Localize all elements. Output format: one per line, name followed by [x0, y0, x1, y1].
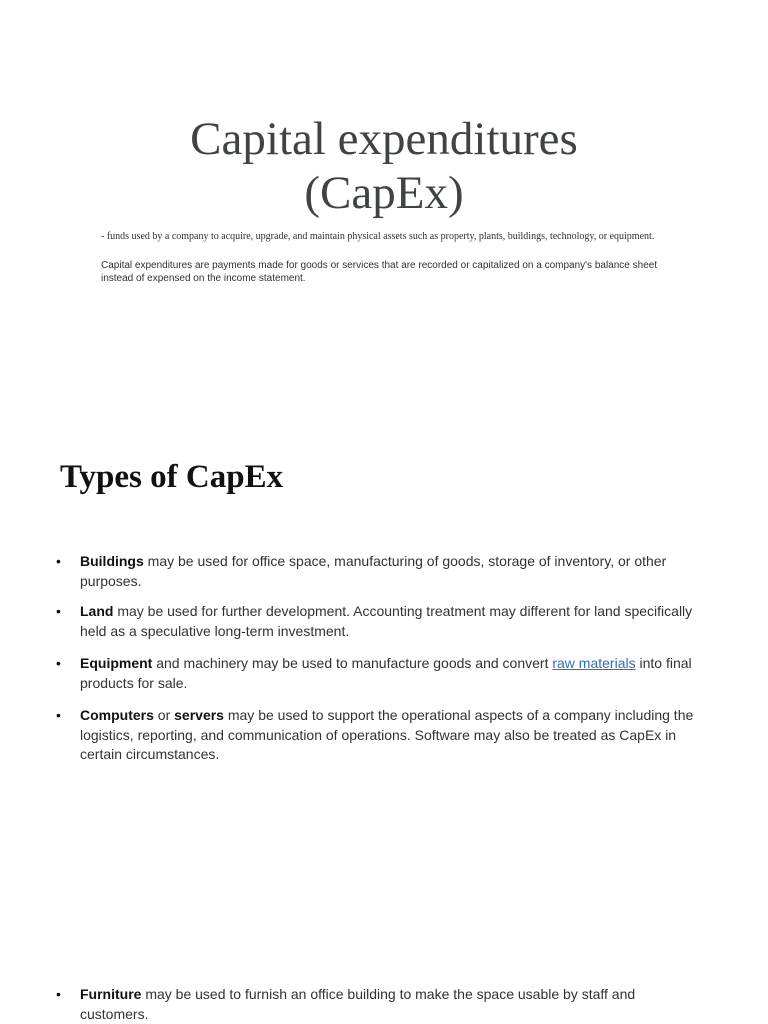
- item-term: Buildings: [80, 553, 144, 569]
- item-text: into final products for sale.: [80, 655, 692, 691]
- item-term: Computers: [80, 707, 154, 723]
- raw-materials-link[interactable]: raw materials: [552, 655, 636, 671]
- section-heading: Types of CapEx: [60, 459, 284, 495]
- item-term: Land: [80, 603, 114, 619]
- list-item-land: [56, 602, 706, 641]
- bullet-icon: •: [56, 603, 61, 619]
- item-text: may be used to furnish an office building to make the space usable by staff and customers.: [80, 986, 636, 1022]
- capex-description: Capital expenditures are payments made for goods or services that are recorded or capitalized on a company's balance sheet instead of expensed on the income statement.: [101, 260, 658, 284]
- item-text: may be used to support the operational aspects of a company including the logistics, reporting, and communication of operations. Software may also be treated as CapEx in certain circumstances.: [80, 707, 694, 762]
- capex-definition: - funds used by a company to acquire, upgrade, and maintain physical assets such as property, plants, buildings, technology, or equipment.: [101, 231, 655, 242]
- item-text: and machinery may be used to manufacture goods and convert: [152, 655, 553, 671]
- item-text: may be used for further development. Accounting treatment may different for land specifically held as a speculative long-term investment.: [80, 603, 693, 639]
- bullet-icon: •: [56, 655, 61, 671]
- item-term: servers: [174, 707, 224, 723]
- list-item-buildings: [56, 552, 706, 591]
- item-term: Furniture: [80, 986, 142, 1002]
- list-item-furniture: [56, 985, 706, 1024]
- title-line-2: (CapEx): [304, 167, 464, 219]
- list-item-computers: [56, 706, 706, 765]
- list-item-equipment: [56, 654, 706, 693]
- bullet-icon: •: [56, 707, 61, 723]
- item-term: Equipment: [80, 655, 153, 671]
- bullet-icon: •: [56, 553, 61, 569]
- item-text: or: [153, 707, 175, 723]
- item-text: may be used for office space, manufacturing of goods, storage of inventory, or other purposes.: [80, 553, 667, 589]
- bullet-icon: •: [56, 986, 61, 1002]
- title-line-1: Capital expenditures: [190, 113, 578, 165]
- page-title: [0, 112, 768, 220]
